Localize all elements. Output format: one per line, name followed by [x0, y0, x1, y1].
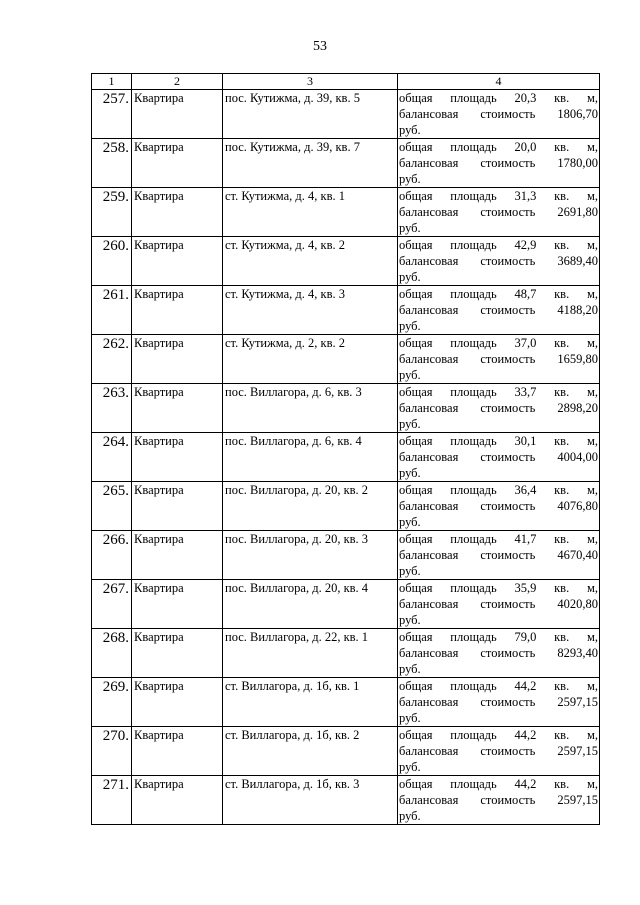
table-row — [92, 237, 600, 286]
area-word: 20,3 — [514, 91, 537, 105]
cost-word: балансовая — [399, 548, 459, 562]
property-description — [398, 776, 600, 825]
property-description — [398, 531, 600, 580]
area-word: 33,7 — [514, 385, 537, 399]
area-word: кв. — [554, 385, 570, 399]
area-word: общая — [399, 385, 433, 399]
cost-word: 2691,80 — [557, 205, 598, 219]
area-word: общая — [399, 630, 433, 644]
area-word: 35,9 — [514, 581, 537, 595]
area-word: 41,7 — [514, 532, 537, 546]
table-row — [92, 139, 600, 188]
table-row — [92, 433, 600, 482]
area-word: м, — [586, 777, 598, 791]
area-word: площадь — [450, 483, 497, 497]
area-word: общая — [399, 434, 433, 448]
row-number: 259. — [92, 188, 132, 237]
property-description — [398, 482, 600, 531]
area-word: общая — [399, 581, 433, 595]
row-number: 270. — [92, 727, 132, 776]
property-type: Квартира — [132, 629, 223, 678]
cost-word: стоимость — [480, 646, 536, 660]
currency-unit: руб. — [399, 417, 421, 431]
column-header-3: 3 — [223, 74, 398, 90]
area-word: общая — [399, 140, 433, 154]
cost-word: балансовая — [399, 646, 459, 660]
area-line — [399, 384, 598, 400]
header-row — [92, 74, 600, 90]
area-line — [399, 139, 598, 155]
cost-word: 2597,15 — [557, 695, 598, 709]
area-word: м, — [586, 728, 598, 742]
area-line — [399, 776, 598, 792]
area-line — [399, 629, 598, 645]
area-word: м, — [586, 189, 598, 203]
currency-unit: руб. — [399, 221, 421, 235]
area-word: кв. — [554, 189, 570, 203]
area-word: общая — [399, 238, 433, 252]
area-word: площадь — [450, 532, 497, 546]
cost-word: стоимость — [480, 401, 536, 415]
cost-word: балансовая — [399, 499, 459, 513]
cost-word: балансовая — [399, 254, 459, 268]
cost-word: балансовая — [399, 107, 459, 121]
property-description — [398, 678, 600, 727]
property-description — [398, 433, 600, 482]
cost-word: стоимость — [480, 303, 536, 317]
currency-unit: руб. — [399, 564, 421, 578]
area-line — [399, 482, 598, 498]
cost-word: стоимость — [480, 156, 536, 170]
cost-word: балансовая — [399, 744, 459, 758]
area-word: площадь — [450, 140, 497, 154]
currency-unit: руб. — [399, 613, 421, 627]
property-description — [398, 90, 600, 139]
area-line — [399, 433, 598, 449]
cost-word: стоимость — [480, 205, 536, 219]
area-line — [399, 335, 598, 351]
property-address: пос. Виллагора, д. 6, кв. 3 — [223, 384, 398, 433]
cost-word: 4020,80 — [557, 597, 598, 611]
table-row — [92, 629, 600, 678]
area-word: площадь — [450, 385, 497, 399]
area-word: площадь — [450, 728, 497, 742]
cost-line — [399, 792, 598, 808]
cost-word: 4188,20 — [557, 303, 598, 317]
area-word: 44,2 — [514, 679, 537, 693]
area-word: площадь — [450, 287, 497, 301]
property-address: ст. Кутижма, д. 4, кв. 2 — [223, 237, 398, 286]
cost-word: 2597,15 — [557, 744, 598, 758]
property-description — [398, 237, 600, 286]
cost-word: 2597,15 — [557, 793, 598, 807]
cost-word: балансовая — [399, 303, 459, 317]
area-word: 36,4 — [514, 483, 537, 497]
area-word: кв. — [554, 91, 570, 105]
table-row — [92, 531, 600, 580]
property-address: ст. Кутижма, д. 4, кв. 3 — [223, 286, 398, 335]
cost-line — [399, 645, 598, 661]
area-word: 31,3 — [514, 189, 537, 203]
area-word: общая — [399, 777, 433, 791]
area-word: 30,1 — [514, 434, 537, 448]
property-type: Квартира — [132, 727, 223, 776]
area-word: кв. — [554, 777, 570, 791]
area-word: м, — [586, 140, 598, 154]
currency-unit: руб. — [399, 270, 421, 284]
area-line — [399, 188, 598, 204]
cost-word: стоимость — [480, 695, 536, 709]
row-number: 267. — [92, 580, 132, 629]
row-number: 271. — [92, 776, 132, 825]
table-row — [92, 90, 600, 139]
cost-word: 1780,00 — [557, 156, 598, 170]
property-address: пос. Виллагора, д. 22, кв. 1 — [223, 629, 398, 678]
currency-unit: руб. — [399, 809, 421, 823]
row-number: 269. — [92, 678, 132, 727]
area-word: кв. — [554, 483, 570, 497]
area-line — [399, 580, 598, 596]
cost-word: 4670,40 — [557, 548, 598, 562]
area-word: 44,2 — [514, 728, 537, 742]
property-type: Квартира — [132, 482, 223, 531]
area-word: кв. — [554, 336, 570, 350]
property-address: ст. Виллагора, д. 1б, кв. 3 — [223, 776, 398, 825]
area-line — [399, 727, 598, 743]
property-address: пос. Виллагора, д. 20, кв. 2 — [223, 482, 398, 531]
area-word: общая — [399, 532, 433, 546]
property-type: Квартира — [132, 776, 223, 825]
table-row — [92, 384, 600, 433]
cost-word: 4076,80 — [557, 499, 598, 513]
area-word: площадь — [450, 630, 497, 644]
property-address: ст. Виллагора, д. 1б, кв. 2 — [223, 727, 398, 776]
currency-unit: руб. — [399, 760, 421, 774]
area-word: кв. — [554, 434, 570, 448]
cost-line — [399, 449, 598, 465]
area-line — [399, 286, 598, 302]
cost-word: балансовая — [399, 401, 459, 415]
property-address: пос. Кутижма, д. 39, кв. 5 — [223, 90, 398, 139]
area-word: кв. — [554, 728, 570, 742]
area-word: кв. — [554, 238, 570, 252]
cost-word: стоимость — [480, 793, 536, 807]
area-word: площадь — [450, 679, 497, 693]
area-word: м, — [586, 532, 598, 546]
currency-unit: руб. — [399, 172, 421, 186]
currency-unit: руб. — [399, 662, 421, 676]
cost-word: балансовая — [399, 156, 459, 170]
cost-word: 1659,80 — [557, 352, 598, 366]
property-address: ст. Виллагора, д. 1б, кв. 1 — [223, 678, 398, 727]
row-number: 258. — [92, 139, 132, 188]
cost-word: балансовая — [399, 450, 459, 464]
area-word: кв. — [554, 532, 570, 546]
area-word: общая — [399, 91, 433, 105]
area-word: м, — [586, 679, 598, 693]
row-number: 257. — [92, 90, 132, 139]
table-body — [92, 90, 600, 825]
area-line — [399, 90, 598, 106]
area-word: общая — [399, 336, 433, 350]
cost-word: 1806,70 — [557, 107, 598, 121]
cost-word: стоимость — [480, 744, 536, 758]
area-word: 48,7 — [514, 287, 537, 301]
row-number: 266. — [92, 531, 132, 580]
cost-word: балансовая — [399, 205, 459, 219]
area-word: 42,9 — [514, 238, 537, 252]
currency-unit: руб. — [399, 466, 421, 480]
property-address: пос. Виллагора, д. 20, кв. 3 — [223, 531, 398, 580]
area-line — [399, 531, 598, 547]
area-word: 79,0 — [514, 630, 537, 644]
table-row — [92, 776, 600, 825]
row-number: 265. — [92, 482, 132, 531]
area-word: общая — [399, 287, 433, 301]
area-word: кв. — [554, 140, 570, 154]
row-number: 262. — [92, 335, 132, 384]
property-type: Квартира — [132, 286, 223, 335]
area-word: кв. — [554, 581, 570, 595]
area-word: общая — [399, 728, 433, 742]
row-number: 268. — [92, 629, 132, 678]
area-word: м, — [586, 385, 598, 399]
cost-line — [399, 204, 598, 220]
property-address: пос. Виллагора, д. 20, кв. 4 — [223, 580, 398, 629]
table-row — [92, 678, 600, 727]
cost-line — [399, 400, 598, 416]
cost-line — [399, 596, 598, 612]
cost-line — [399, 106, 598, 122]
cost-line — [399, 743, 598, 759]
cost-word: стоимость — [480, 107, 536, 121]
table-row — [92, 580, 600, 629]
area-word: 44,2 — [514, 777, 537, 791]
cost-word: 4004,00 — [557, 450, 598, 464]
property-description — [398, 727, 600, 776]
area-word: площадь — [450, 91, 497, 105]
property-type: Квартира — [132, 580, 223, 629]
cost-word: стоимость — [480, 352, 536, 366]
property-type: Квартира — [132, 139, 223, 188]
property-description — [398, 139, 600, 188]
cost-line — [399, 547, 598, 563]
area-word: м, — [586, 287, 598, 301]
property-address: пос. Виллагора, д. 6, кв. 4 — [223, 433, 398, 482]
row-number: 263. — [92, 384, 132, 433]
row-number: 264. — [92, 433, 132, 482]
table-row — [92, 286, 600, 335]
cost-line — [399, 498, 598, 514]
area-word: общая — [399, 679, 433, 693]
cost-line — [399, 694, 598, 710]
cost-line — [399, 302, 598, 318]
area-word: 37,0 — [514, 336, 537, 350]
row-number: 261. — [92, 286, 132, 335]
property-type: Квартира — [132, 433, 223, 482]
property-type: Квартира — [132, 678, 223, 727]
area-word: 20,0 — [514, 140, 537, 154]
area-word: общая — [399, 189, 433, 203]
table-row — [92, 188, 600, 237]
currency-unit: руб. — [399, 711, 421, 725]
area-word: м, — [586, 483, 598, 497]
cost-word: балансовая — [399, 695, 459, 709]
property-description — [398, 286, 600, 335]
property-address: пос. Кутижма, д. 39, кв. 7 — [223, 139, 398, 188]
column-header-2: 2 — [132, 74, 223, 90]
property-description — [398, 384, 600, 433]
property-type: Квартира — [132, 237, 223, 286]
area-word: кв. — [554, 287, 570, 301]
property-description — [398, 335, 600, 384]
area-word: площадь — [450, 336, 497, 350]
cost-word: балансовая — [399, 597, 459, 611]
area-word: кв. — [554, 679, 570, 693]
area-line — [399, 237, 598, 253]
property-description — [398, 629, 600, 678]
currency-unit: руб. — [399, 515, 421, 529]
area-word: м, — [586, 434, 598, 448]
column-header-4: 4 — [398, 74, 600, 90]
area-word: м, — [586, 238, 598, 252]
area-word: м, — [586, 91, 598, 105]
table-row — [92, 482, 600, 531]
cost-word: 8293,40 — [557, 646, 598, 660]
property-type: Квартира — [132, 188, 223, 237]
cost-line — [399, 155, 598, 171]
area-word: м, — [586, 336, 598, 350]
cost-word: стоимость — [480, 499, 536, 513]
table-row — [92, 727, 600, 776]
area-line — [399, 678, 598, 694]
area-word: общая — [399, 483, 433, 497]
property-type: Квартира — [132, 384, 223, 433]
property-type: Квартира — [132, 531, 223, 580]
cost-line — [399, 253, 598, 269]
cost-word: балансовая — [399, 793, 459, 807]
property-address: ст. Кутижма, д. 4, кв. 1 — [223, 188, 398, 237]
cost-word: стоимость — [480, 597, 536, 611]
cost-line — [399, 351, 598, 367]
cost-word: 3689,40 — [557, 254, 598, 268]
column-header-1: 1 — [92, 74, 132, 90]
currency-unit: руб. — [399, 123, 421, 137]
property-type: Квартира — [132, 90, 223, 139]
area-word: площадь — [450, 777, 497, 791]
property-address: ст. Кутижма, д. 2, кв. 2 — [223, 335, 398, 384]
cost-word: стоимость — [480, 450, 536, 464]
cost-word: стоимость — [480, 548, 536, 562]
property-description — [398, 188, 600, 237]
cost-word: балансовая — [399, 352, 459, 366]
area-word: площадь — [450, 189, 497, 203]
area-word: площадь — [450, 581, 497, 595]
cost-word: стоимость — [480, 254, 536, 268]
area-word: кв. — [554, 630, 570, 644]
currency-unit: руб. — [399, 368, 421, 382]
table-row — [92, 335, 600, 384]
page-number: 53 — [313, 39, 327, 54]
area-word: м, — [586, 630, 598, 644]
property-description — [398, 580, 600, 629]
currency-unit: руб. — [399, 319, 421, 333]
property-table — [91, 73, 600, 825]
cost-word: 2898,20 — [557, 401, 598, 415]
property-type: Квартира — [132, 335, 223, 384]
row-number: 260. — [92, 237, 132, 286]
area-word: площадь — [450, 434, 497, 448]
area-word: площадь — [450, 238, 497, 252]
area-word: м, — [586, 581, 598, 595]
